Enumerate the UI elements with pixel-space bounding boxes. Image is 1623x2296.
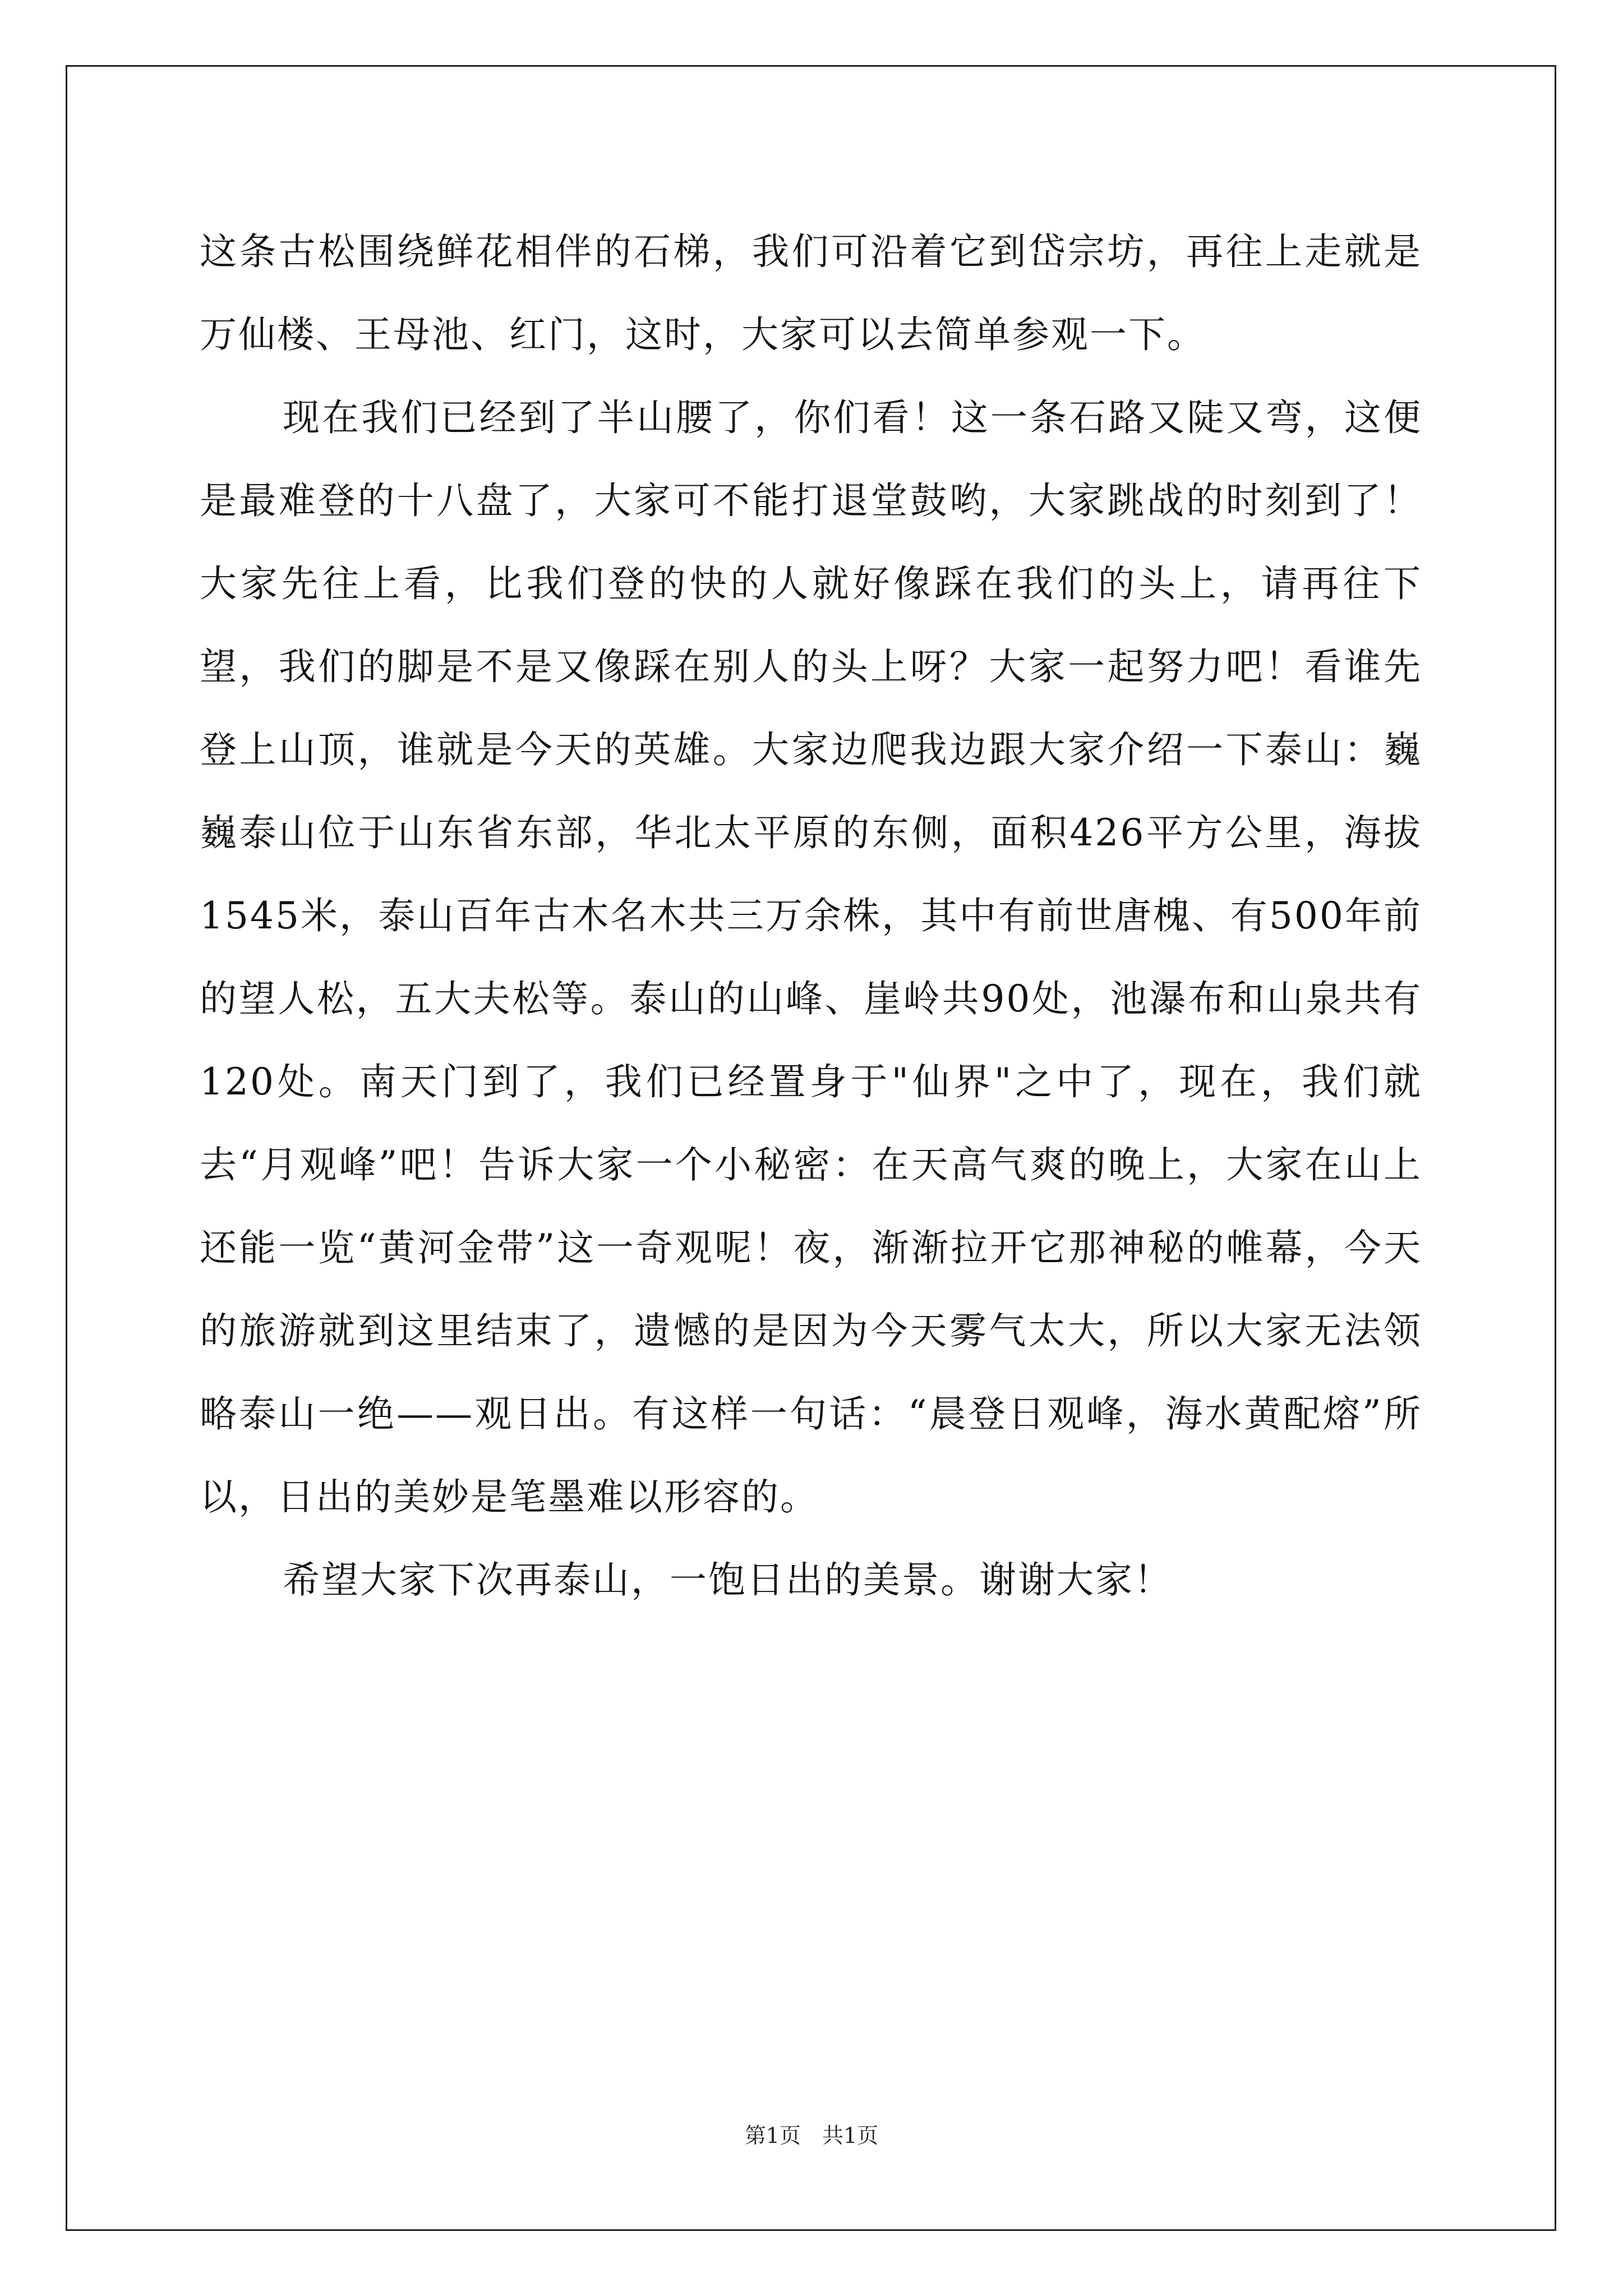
paragraph-3: 希望大家下次再泰山，一饱日出的美景。谢谢大家！ [283,1558,1173,1602]
paragraph-1: 这条古松围绕鲜花相伴的石梯，我们可沿着它到岱宗坊，再往上走就是万仙楼、王母池、红门，这时，大家可以去简单参观一下。 [200,230,1422,356]
document-body [200,210,1422,1622]
paragraph-2: 现在我们已经到了半山腰了，你们看！这一条石路又陡又弯，这便是最难登的十八盘了，大家可不能打退堂鼓哟，大家跳战的时刻到了！大家先往上看，比我们登的快的人就好像踩在我们的头上，请再往下望，我们的脚是不是又像踩在别人的头上呀？大家一起努力吧！看谁先登上山顶，谁就是今天的英雄。大家边爬我边跟大家介绍一下泰山：巍巍泰山位于山东省东部，华北太平原的东侧，面积426平方公里，海拔1545米，泰山百年古木名木共三万余株，其中有前世唐槐、有500年前的望人松，五大夫松等。泰山的山峰、崖岭共90处，池瀑布和山泉共有120处。南天门到了，我们已经置身于"仙界"之中了，现在，我们就去“月观峰”吧！告诉大家一个小秘密：在天高气爽的晚上，大家在山上还能一览“黄河金带”这一奇观呢！夜，渐渐拉开它那神秘的帷幕，今天的旅游就到这里结束了，遗憾的是因为今天雾气太大，所以大家无法领略泰山一绝——观日出。有这样一句话：“晨登日观峰，海水黄配熔”所以，日出的美妙是笔墨难以形容的。 [200,396,1422,1519]
page-number-footer: 第1页 共1页 [744,2123,879,2148]
